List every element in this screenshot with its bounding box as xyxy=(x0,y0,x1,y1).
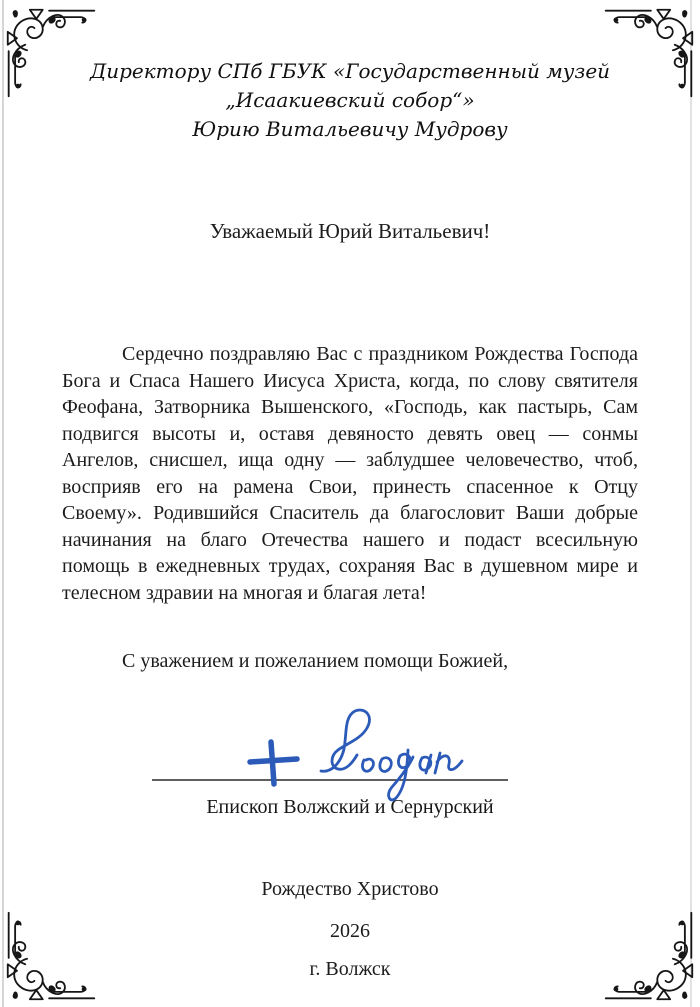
footer-holiday: Рождество Христово xyxy=(261,878,439,900)
signature-block xyxy=(150,698,510,810)
closing-line: С уважением и пожеланием помощи Божией, xyxy=(122,650,509,672)
signature-handwriting xyxy=(321,710,462,800)
letter-body-paragraph: Сердечно поздравляю Вас с праздником Рождества Господа Бога и Спаса Нашего Иисуса Христа, когда, по слову святителя Феофана, Затворника Вышенского, «Господь, как пастырь, Сам подвигся высоты и, оставя девяносто девять овец — сонмы Ангелов, снисшел, ища одну — заблудшее человечество, чтоб, восприяв его на рамена Свои, принесть спасенное к Отцу Своему». Родившийся Спаситель да благословит Ваши добрые начинания на благо Отечества нашего и подаст всесильную помощь в ежедневных трудах, сохраняя Вас в душевном мире и телесном здравии на многая и благая лета! xyxy=(62,343,638,604)
salutation: Уважаемый Юрий Витальевич! xyxy=(209,219,491,243)
recipient-line-3: Юрию Витальевичу Мудрову xyxy=(192,117,508,141)
signature-title: Епископ Волжский и Сернурский xyxy=(206,796,494,818)
page-edge-left xyxy=(2,0,4,1007)
footer-city: г. Волжск xyxy=(309,958,391,980)
recipient-block xyxy=(0,57,700,144)
footer-year: 2026 xyxy=(330,920,370,942)
recipient-line-1: Директору СПб ГБУК «Государственный музей xyxy=(89,59,611,83)
page-edge-right xyxy=(690,0,692,1007)
recipient-line-2: „Исаакиевский собор“» xyxy=(225,88,475,112)
signature-cross-icon xyxy=(250,742,297,784)
